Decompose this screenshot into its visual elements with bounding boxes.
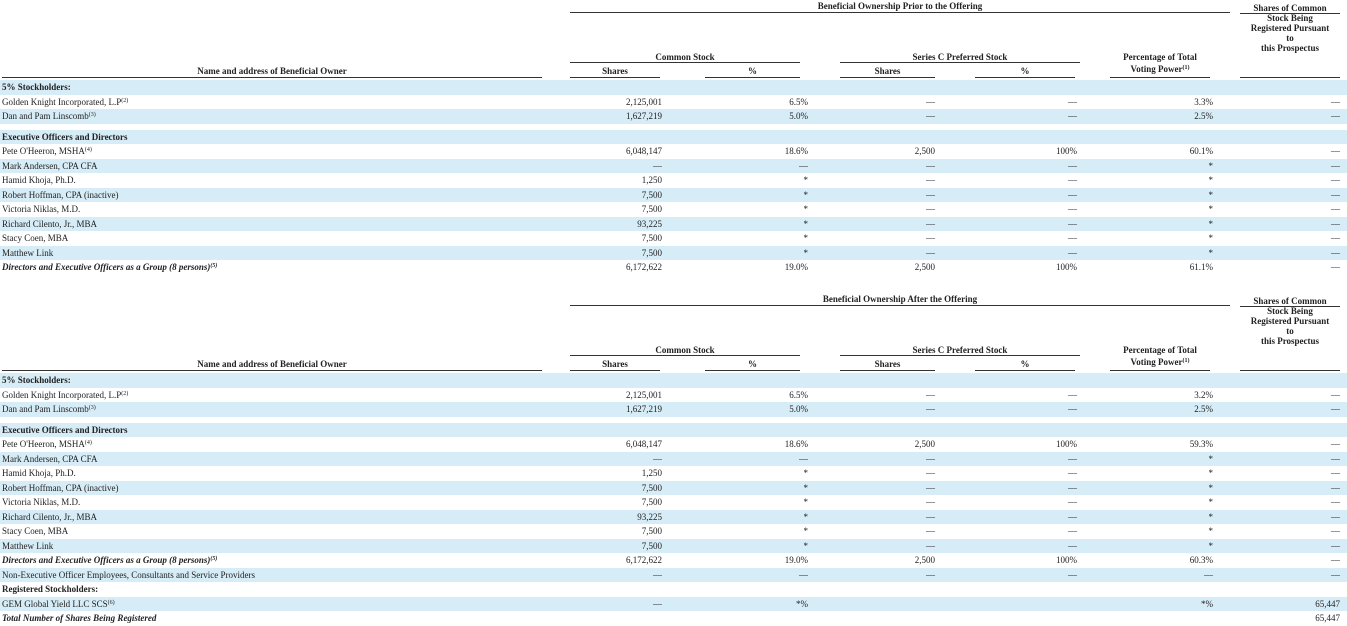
- cell-sc-pct: —: [1068, 526, 1077, 536]
- table-row: [0, 202, 1347, 217]
- registered-header-line: Stock Being: [1267, 13, 1313, 23]
- cell-registered: —: [1331, 540, 1340, 551]
- cell-voting: *: [1208, 482, 1213, 493]
- cell-registered: —: [1331, 146, 1340, 156]
- registered-header-line: Shares of Common: [1253, 3, 1327, 13]
- cell-voting: *: [1208, 218, 1213, 229]
- sc-pct-header-rule: [975, 370, 1075, 371]
- owner-footnote: (2): [121, 97, 129, 104]
- cs-pct-header: %: [748, 359, 757, 369]
- cell-sc-pct: —: [1068, 189, 1077, 200]
- owner-name-text: Victoria Niklas, M.D.: [2, 497, 81, 507]
- cell-sc-shares: —: [926, 526, 935, 536]
- owner-footnote: (3): [88, 112, 96, 118]
- table-row: [0, 144, 1347, 159]
- voting-header-text: Voting Power: [1130, 64, 1183, 74]
- cell-voting: 59.3%: [1189, 439, 1213, 449]
- cell-voting: *: [1208, 247, 1213, 258]
- cell-registered: —: [1331, 218, 1340, 229]
- cell-sc-pct: —: [1068, 468, 1077, 478]
- cell-sc-shares: —: [926, 111, 935, 121]
- table-row: [0, 388, 1347, 403]
- cell-sc-pct: 100%: [1056, 555, 1077, 565]
- sc-shares-header: Shares: [874, 66, 901, 76]
- cell-sc-shares: —: [926, 175, 935, 185]
- registered-header-line: Shares of Common: [1253, 296, 1327, 306]
- voting-header-line-2: [1110, 357, 1210, 367]
- common-stock-rule: [570, 355, 800, 356]
- sc-pct-header: %: [1020, 66, 1030, 76]
- cell-sc-pct: —: [1068, 218, 1077, 229]
- cell-registered: —: [1331, 497, 1340, 507]
- cell-registered: —: [1331, 526, 1340, 536]
- cell-cs-pct: 18.6%: [784, 146, 808, 156]
- voting-header-footnote: (1): [1182, 358, 1190, 364]
- voting-header-line-2: [1110, 64, 1210, 74]
- cell-cs-pct: *: [803, 468, 808, 478]
- cell-cs-shares: 7,500: [641, 540, 662, 551]
- owner-footnote: (4): [84, 147, 92, 153]
- section-header-row: [0, 423, 1347, 438]
- cell-cs-pct: *: [803, 233, 808, 243]
- cell-sc-pct: —: [1068, 247, 1077, 258]
- series-c-header: Series C Preferred Stock: [912, 345, 1008, 355]
- cs-shares-header: Shares: [602, 66, 628, 76]
- registered-header-line: Registered Pursuant: [1250, 23, 1330, 33]
- beneficial-owner-name: [2, 219, 97, 229]
- beneficial-owner-name: [2, 483, 119, 493]
- cell-voting: 2.5%: [1194, 111, 1213, 121]
- cell-sc-pct: —: [1068, 540, 1077, 551]
- cell-voting: *: [1208, 453, 1213, 464]
- cell-sc-pct: —: [1068, 453, 1077, 464]
- voting-header-line-1: Percentage of Total: [1123, 345, 1197, 355]
- cell-cs-shares: 1,627,219: [626, 404, 662, 414]
- table-row: [0, 495, 1347, 510]
- cell-voting: 60.3%: [1189, 555, 1213, 565]
- table-row: [0, 246, 1347, 261]
- cell-cs-shares: —: [653, 160, 662, 171]
- beneficial-owner-name: [2, 175, 76, 185]
- section-header-row: [0, 80, 1347, 95]
- beneficial-owner-name: [2, 613, 156, 623]
- owner-name-text: Victoria Niklas, M.D.: [2, 204, 81, 214]
- beneficial-owner-name: [2, 97, 128, 107]
- cell-voting: *: [1208, 511, 1213, 522]
- voting-header-line-1: Percentage of Total: [1123, 52, 1197, 62]
- total-row: [0, 260, 1347, 275]
- cell-voting: *: [1208, 497, 1213, 507]
- beneficial-owner-name: [2, 570, 255, 580]
- cell-cs-shares: 1,627,219: [626, 111, 662, 121]
- beneficial-owner-name: [2, 146, 92, 156]
- owner-name-text: Directors and Executive Officers as a Group (8 persons): [2, 555, 211, 565]
- series-c-rule: [840, 355, 1080, 356]
- name-column-header: Name and address of Beneficial Owner: [197, 359, 347, 369]
- owner-name-text: Non-Executive Officer Employees, Consultants and Service Providers: [2, 569, 256, 580]
- cell-registered: —: [1331, 96, 1340, 107]
- cell-cs-shares: 7,500: [641, 189, 662, 200]
- cell-cs-shares: 7,500: [641, 247, 662, 258]
- cell-sc-shares: 2,500: [914, 146, 935, 156]
- sc-shares-header: Shares: [874, 359, 901, 369]
- cell-voting: 3.3%: [1194, 96, 1213, 107]
- series-c-header: Series C Preferred Stock: [912, 52, 1008, 62]
- cell-sc-shares: —: [926, 468, 935, 478]
- beneficial-owner-name: [2, 439, 92, 449]
- cell-cs-shares: 2,125,001: [626, 96, 662, 107]
- cell-cs-pct: *: [803, 247, 808, 258]
- table-row: [0, 437, 1347, 452]
- table-row: [0, 510, 1347, 525]
- section-header-row: [0, 130, 1347, 145]
- cell-sc-shares: —: [926, 389, 935, 400]
- owner-name-text: Matthew Link: [2, 540, 54, 551]
- cs-pct-header: %: [748, 66, 757, 76]
- cell-cs-pct: 6.5%: [789, 389, 808, 400]
- voting-header-rule: [1110, 77, 1210, 78]
- name-column-header: Name and address of Beneficial Owner: [197, 66, 347, 76]
- owner-name-text: Hamid Khoja, Ph.D.: [2, 175, 76, 185]
- owner-name-text: Dan and Pam Linscomb: [2, 404, 89, 414]
- cell-cs-shares: 2,125,001: [626, 389, 662, 400]
- cell-cs-shares: 7,500: [641, 233, 662, 243]
- table-row: [0, 466, 1347, 481]
- cell-cs-shares: —: [653, 598, 662, 609]
- total-row: [0, 611, 1347, 626]
- sc-pct-header: %: [1020, 359, 1030, 369]
- cell-cs-shares: 7,500: [641, 526, 662, 536]
- table-row: [0, 452, 1347, 467]
- cell-sc-shares: —: [926, 189, 935, 200]
- cell-cs-pct: *: [803, 482, 808, 493]
- cell-sc-pct: —: [1068, 233, 1077, 243]
- cell-sc-shares: —: [926, 511, 935, 522]
- table-row: [0, 597, 1347, 612]
- cell-cs-shares: 6,048,147: [626, 146, 662, 156]
- owner-footnote: (2): [121, 390, 129, 397]
- cell-cs-pct: *: [803, 540, 808, 551]
- cell-registered: —: [1331, 175, 1340, 185]
- cell-cs-pct: *: [803, 526, 808, 536]
- cell-cs-pct: 5.0%: [789, 111, 808, 121]
- section-header-row: [0, 373, 1347, 388]
- cell-sc-shares: 2,500: [914, 555, 935, 565]
- owner-name-text: GEM Global Yield LLC SCS: [2, 598, 108, 609]
- beneficial-owner-name: [2, 161, 98, 171]
- cell-registered: —: [1331, 262, 1340, 272]
- cell-sc-pct: —: [1068, 569, 1077, 580]
- cell-sc-pct: 100%: [1056, 439, 1077, 449]
- cell-cs-pct: 6.5%: [789, 96, 808, 107]
- cell-registered: —: [1331, 555, 1340, 565]
- cell-voting: *: [1208, 175, 1213, 185]
- cs-shares-header-rule: [570, 370, 660, 371]
- cell-sc-pct: —: [1068, 96, 1077, 107]
- title-rule: [570, 305, 1230, 306]
- cell-voting: *: [1208, 233, 1213, 243]
- section-label: Registered Stockholders:: [2, 584, 99, 594]
- beneficial-owner-name: [2, 541, 53, 551]
- section-label: 5% Stockholders:: [2, 82, 71, 92]
- cell-registered: —: [1331, 204, 1340, 214]
- owner-name-text: Pete O'Heeron, MSHA: [2, 146, 85, 156]
- cell-sc-pct: —: [1068, 389, 1077, 400]
- name-header-rule: [2, 77, 542, 78]
- cell-cs-pct: *: [803, 497, 808, 507]
- table-title: Beneficial Ownership After the Offering: [822, 294, 978, 304]
- owner-name-text: Mark Andersen, CPA CFA: [2, 160, 98, 171]
- series-c-rule: [840, 62, 1080, 63]
- cell-sc-shares: 2,500: [914, 262, 935, 272]
- name-header-rule: [2, 370, 542, 371]
- beneficial-owner-name: [2, 233, 68, 243]
- registered-header-rule: [1240, 370, 1340, 371]
- voting-header-rule: [1110, 370, 1210, 371]
- cell-cs-pct: *: [803, 511, 808, 522]
- beneficial-owner-name: [2, 512, 97, 522]
- voting-header-text: Voting Power: [1130, 357, 1183, 367]
- cell-voting: 2.5%: [1194, 404, 1213, 414]
- cell-voting: *: [1208, 540, 1213, 551]
- sc-shares-header-rule: [840, 77, 935, 78]
- cell-sc-shares: —: [926, 540, 935, 551]
- cell-cs-pct: *%: [796, 598, 808, 609]
- cell-cs-shares: —: [653, 569, 662, 580]
- cell-cs-shares: 6,172,622: [626, 555, 662, 565]
- beneficial-owner-name: [2, 204, 80, 214]
- section-label: Executive Officers and Directors: [2, 131, 128, 142]
- sc-pct-header-rule: [975, 77, 1075, 78]
- cs-pct-header-rule: [705, 370, 800, 371]
- cell-sc-pct: —: [1068, 111, 1077, 121]
- table-row: [0, 173, 1347, 188]
- cell-cs-pct: 19.0%: [784, 555, 808, 565]
- owner-footnote: (4): [84, 440, 92, 446]
- cell-cs-pct: *: [803, 218, 808, 229]
- beneficial-owner-name: [2, 262, 217, 272]
- owner-name-text: Dan and Pam Linscomb: [2, 111, 89, 121]
- table-row: [0, 95, 1347, 110]
- table-row: [0, 402, 1347, 417]
- cell-cs-shares: 6,172,622: [626, 262, 662, 272]
- table-row: [0, 188, 1347, 203]
- common-stock-header: Common Stock: [655, 52, 715, 62]
- owner-name-text: Richard Cilento, Jr., MBA: [2, 511, 97, 522]
- owner-name-text: Total Number of Shares Being Registered: [2, 613, 157, 623]
- cell-sc-pct: 100%: [1056, 146, 1077, 156]
- beneficial-owner-name: [2, 390, 128, 400]
- cell-registered: —: [1331, 247, 1340, 258]
- cell-sc-shares: —: [926, 204, 935, 214]
- cell-registered: 65,447: [1315, 598, 1340, 609]
- owner-name-text: Stacy Coen, MBA: [2, 526, 69, 536]
- cell-voting: *: [1208, 189, 1213, 200]
- cell-cs-pct: *: [803, 204, 808, 214]
- cell-voting: 3.2%: [1194, 389, 1213, 400]
- section-label: 5% Stockholders:: [2, 375, 71, 385]
- table-row: [0, 481, 1347, 496]
- beneficial-owner-name: [2, 190, 119, 200]
- owner-name-text: Robert Hoffman, CPA (inactive): [2, 482, 119, 493]
- beneficial-owner-name: [2, 526, 68, 536]
- cell-cs-shares: 1,250: [641, 468, 662, 478]
- cell-cs-shares: —: [653, 453, 662, 464]
- registered-header-line: this Prospectus: [1260, 43, 1320, 53]
- beneficial-owner-name: [2, 555, 217, 565]
- common-stock-rule: [570, 62, 800, 63]
- cell-cs-shares: 7,500: [641, 497, 662, 507]
- cell-registered: —: [1331, 111, 1340, 121]
- voting-header-footnote: (1): [1182, 65, 1190, 71]
- owner-footnote: (5): [210, 263, 218, 269]
- owner-name-text: Matthew Link: [2, 247, 54, 258]
- cell-voting: *: [1208, 526, 1213, 536]
- sc-shares-header-rule: [840, 370, 935, 371]
- cell-voting: —: [1204, 569, 1213, 580]
- cell-cs-pct: 5.0%: [789, 404, 808, 414]
- cell-voting: *: [1208, 468, 1213, 478]
- registered-header-line: this Prospectus: [1260, 336, 1320, 346]
- owner-name-text: Richard Cilento, Jr., MBA: [2, 218, 97, 229]
- table-row: [0, 539, 1347, 554]
- owner-name-text: Hamid Khoja, Ph.D.: [2, 468, 76, 478]
- cell-sc-shares: —: [926, 569, 935, 580]
- cell-sc-shares: —: [926, 247, 935, 258]
- table-row: [0, 159, 1347, 174]
- cell-registered: —: [1331, 453, 1340, 464]
- cell-sc-pct: —: [1068, 204, 1077, 214]
- cell-registered: —: [1331, 439, 1340, 449]
- cell-registered: —: [1331, 189, 1340, 200]
- beneficial-owner-name: [2, 454, 98, 464]
- cell-cs-pct: 19.0%: [784, 262, 808, 272]
- registered-top-rule: [1240, 306, 1340, 307]
- owner-footnote: (3): [88, 405, 96, 411]
- owner-footnote: (5): [210, 556, 218, 562]
- registered-header-line: Registered Pursuant: [1250, 316, 1330, 326]
- beneficial-owner-name: [2, 111, 96, 121]
- owner-footnote: (6): [107, 599, 115, 606]
- cell-cs-shares: 7,500: [641, 482, 662, 493]
- cell-cs-shares: 1,250: [641, 175, 662, 185]
- table-row: [0, 109, 1347, 124]
- cell-sc-pct: —: [1068, 404, 1077, 414]
- ownership-table-after: [0, 293, 1347, 623]
- registered-top-rule: [1240, 13, 1340, 14]
- cell-cs-shares: 7,500: [641, 204, 662, 214]
- cell-cs-shares: 6,048,147: [626, 439, 662, 449]
- owner-name-text: Pete O'Heeron, MSHA: [2, 439, 85, 449]
- cell-sc-shares: —: [926, 404, 935, 414]
- cell-sc-pct: —: [1068, 175, 1077, 185]
- owner-name-text: Robert Hoffman, CPA (inactive): [2, 189, 119, 200]
- cell-sc-shares: —: [926, 497, 935, 507]
- cell-sc-shares: —: [926, 453, 935, 464]
- cell-registered: —: [1331, 511, 1340, 522]
- cell-sc-shares: —: [926, 233, 935, 243]
- cell-sc-pct: —: [1068, 511, 1077, 522]
- table-row: [0, 231, 1347, 246]
- cs-shares-header-rule: [570, 77, 660, 78]
- cell-sc-shares: —: [926, 160, 935, 171]
- registered-header-line: Stock Being: [1267, 306, 1313, 316]
- beneficial-owner-name: [2, 248, 53, 258]
- beneficial-owner-name: [2, 497, 80, 507]
- total-row: [0, 553, 1347, 568]
- cell-registered: —: [1331, 389, 1340, 400]
- cell-cs-shares: 93,225: [637, 218, 662, 229]
- section-header-row: [0, 582, 1347, 597]
- owner-name-text: Golden Knight Incorporated, L.P: [2, 389, 122, 400]
- table-row: [0, 217, 1347, 232]
- cell-sc-shares: 2,500: [914, 439, 935, 449]
- beneficial-owner-name: [2, 599, 115, 609]
- ownership-table-prior: [0, 0, 1347, 300]
- cell-sc-pct: —: [1068, 160, 1077, 171]
- registered-header-rule: [1240, 77, 1340, 78]
- cell-cs-pct: —: [799, 160, 808, 171]
- cell-registered: —: [1331, 482, 1340, 493]
- cell-voting: 60.1%: [1189, 146, 1213, 156]
- cell-cs-pct: *: [803, 189, 808, 200]
- table-row: [0, 524, 1347, 539]
- common-stock-header: Common Stock: [655, 345, 715, 355]
- cell-registered: —: [1331, 160, 1340, 171]
- registered-header-line: to: [1286, 326, 1294, 336]
- section-label: Executive Officers and Directors: [2, 424, 128, 435]
- cell-sc-pct: —: [1068, 482, 1077, 493]
- cell-sc-shares: —: [926, 482, 935, 493]
- beneficial-owner-name: [2, 404, 96, 414]
- cell-sc-pct: —: [1068, 497, 1077, 507]
- table-row: [0, 568, 1347, 583]
- cell-cs-shares: 93,225: [637, 511, 662, 522]
- owner-name-text: Mark Andersen, CPA CFA: [2, 453, 98, 464]
- cell-registered: —: [1331, 233, 1340, 243]
- registered-header-line: to: [1286, 33, 1294, 43]
- title-rule: [570, 12, 1230, 13]
- cell-cs-pct: —: [799, 453, 808, 464]
- cell-sc-shares: —: [926, 218, 935, 229]
- cell-voting: 61.1%: [1189, 262, 1213, 272]
- owner-name-text: Stacy Coen, MBA: [2, 233, 69, 243]
- cs-shares-header: Shares: [602, 359, 628, 369]
- cell-sc-pct: 100%: [1056, 262, 1077, 272]
- cell-registered: —: [1331, 569, 1340, 580]
- cell-cs-pct: 18.6%: [784, 439, 808, 449]
- table-title: Beneficial Ownership Prior to the Offering: [817, 1, 983, 11]
- cell-registered: —: [1331, 468, 1340, 478]
- owner-name-text: Directors and Executive Officers as a Group (8 persons): [2, 262, 211, 272]
- beneficial-owner-name: [2, 468, 76, 478]
- cs-pct-header-rule: [705, 77, 800, 78]
- cell-sc-shares: —: [926, 96, 935, 107]
- cell-voting: *: [1208, 204, 1213, 214]
- cell-registered: —: [1331, 404, 1340, 414]
- cell-cs-pct: —: [799, 569, 808, 580]
- owner-name-text: Golden Knight Incorporated, L.P: [2, 96, 122, 107]
- cell-registered: 65,447: [1315, 613, 1340, 623]
- cell-cs-pct: *: [803, 175, 808, 185]
- cell-voting: *: [1208, 160, 1213, 171]
- cell-voting: *%: [1201, 598, 1213, 609]
